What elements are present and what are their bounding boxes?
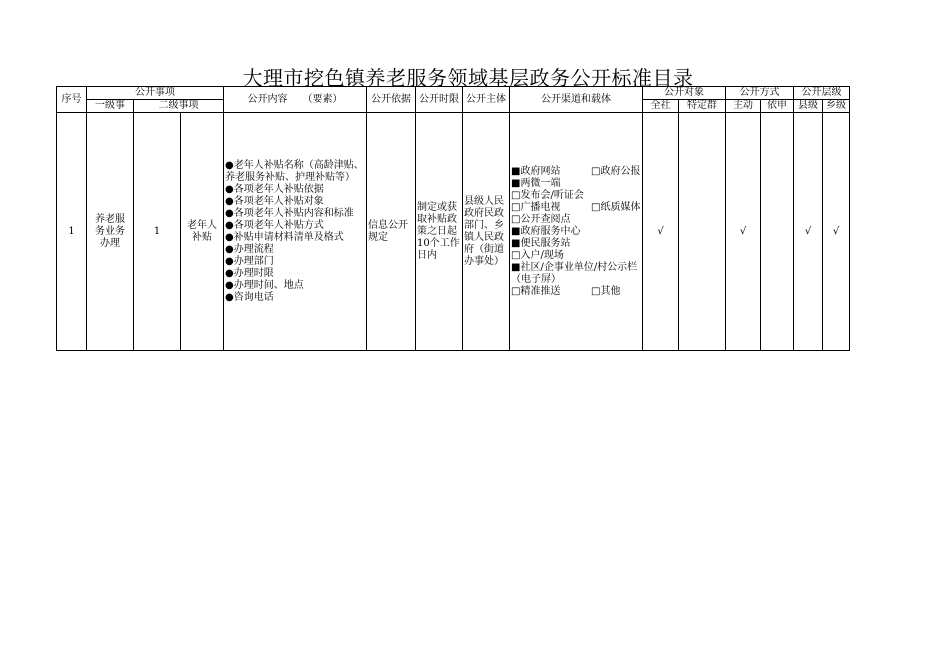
cell-content bbox=[224, 113, 367, 351]
channel-screen: （电子屏） bbox=[511, 273, 561, 285]
content-item: ●咨询电话 bbox=[225, 291, 274, 303]
catalog-table bbox=[56, 86, 850, 351]
channel-service-center: ■政府服务中心 bbox=[511, 225, 581, 237]
content-item: ●各项老年人补贴方式 bbox=[225, 219, 324, 231]
header-level-county: 县级 bbox=[794, 100, 823, 113]
content-item: ●各项老年人补贴依据 bbox=[225, 183, 324, 195]
header-target: 公开对象 bbox=[643, 87, 726, 100]
header-matter: 公开事项 bbox=[87, 87, 224, 100]
header-level: 公开层级 bbox=[794, 87, 850, 100]
header-target-all: 全社 bbox=[643, 100, 679, 113]
content-item: ●补贴申请材料清单及格式 bbox=[225, 231, 344, 243]
header-level1: 一级事 bbox=[87, 100, 134, 113]
header-method-request: 依申 bbox=[761, 100, 794, 113]
channel-visit: □入户/现场 bbox=[511, 249, 564, 261]
content-item: ●办理时间、地点 bbox=[225, 279, 304, 291]
header-subject: 公开主体 bbox=[463, 87, 510, 113]
cell-method-request bbox=[761, 113, 794, 351]
cell-subject: 县级人民政府民政部门、乡镇人民政府（街道办事处） bbox=[463, 113, 510, 351]
cell-level2-num: 1 bbox=[134, 113, 181, 351]
cell-method-active: √ bbox=[726, 113, 761, 351]
header-method: 公开方式 bbox=[726, 87, 794, 100]
page-title: 大理市挖色镇养老服务领域基层政务公开标准目录 bbox=[242, 66, 694, 90]
cell-time-limit: 制定或获取补贴政策之日起10个工作日内 bbox=[416, 113, 463, 351]
cell-seq: 1 bbox=[57, 113, 87, 351]
cell-channels bbox=[510, 113, 643, 351]
header-time-limit: 公开时限 bbox=[416, 87, 463, 113]
content-item: ●老年人补贴名称（高龄津贴、养老服务补贴、护理补贴等） bbox=[225, 159, 364, 183]
channel-broadcast: □广播电视 bbox=[511, 201, 561, 213]
cell-level1: 养老服务业务办理 bbox=[87, 113, 134, 351]
cell-target-all: √ bbox=[643, 113, 679, 351]
channel-reading: □公开查阅点 bbox=[511, 213, 571, 225]
header-content: 公开内容 （要素） bbox=[224, 87, 367, 113]
header-level-town: 乡级 bbox=[823, 100, 850, 113]
channel-community: ■社区/企事业单位/村公示栏 bbox=[511, 261, 638, 273]
header-seq: 序号 bbox=[57, 87, 87, 113]
channel-paper: □纸质媒体 bbox=[591, 201, 641, 213]
channel-two-wei: ■两微一端 bbox=[511, 177, 561, 189]
channel-hearing: □发布会/听证会 bbox=[511, 189, 584, 201]
cell-level-county: √ bbox=[794, 113, 823, 351]
header-basis: 公开依据 bbox=[367, 87, 416, 113]
content-item: ●办理时限 bbox=[225, 267, 274, 279]
channel-gov-site: ■政府网站 bbox=[511, 165, 561, 177]
channel-precise: □精准推送 bbox=[511, 285, 561, 297]
content-item: ●办理部门 bbox=[225, 255, 274, 267]
content-item: ●各项老年人补贴内容和标准 bbox=[225, 207, 354, 219]
content-item: ●各项老年人补贴对象 bbox=[225, 195, 324, 207]
header-level2: 二级事项 bbox=[134, 100, 224, 113]
cell-level-town: √ bbox=[823, 113, 850, 351]
header-target-specific: 特定群 bbox=[679, 100, 726, 113]
cell-target-specific bbox=[679, 113, 726, 351]
table-row bbox=[57, 113, 850, 351]
content-item: ●办理流程 bbox=[225, 243, 274, 255]
header-channel: 公开渠道和载体 bbox=[510, 87, 643, 113]
cell-level2: 老年人补贴 bbox=[181, 113, 224, 351]
header-method-active: 主动 bbox=[726, 100, 761, 113]
channel-other: □其他 bbox=[591, 285, 621, 297]
channel-convenience: ■便民服务站 bbox=[511, 237, 571, 249]
cell-basis: 信息公开规定 bbox=[367, 113, 416, 351]
channel-gov-gazette: □政府公报 bbox=[591, 165, 641, 177]
